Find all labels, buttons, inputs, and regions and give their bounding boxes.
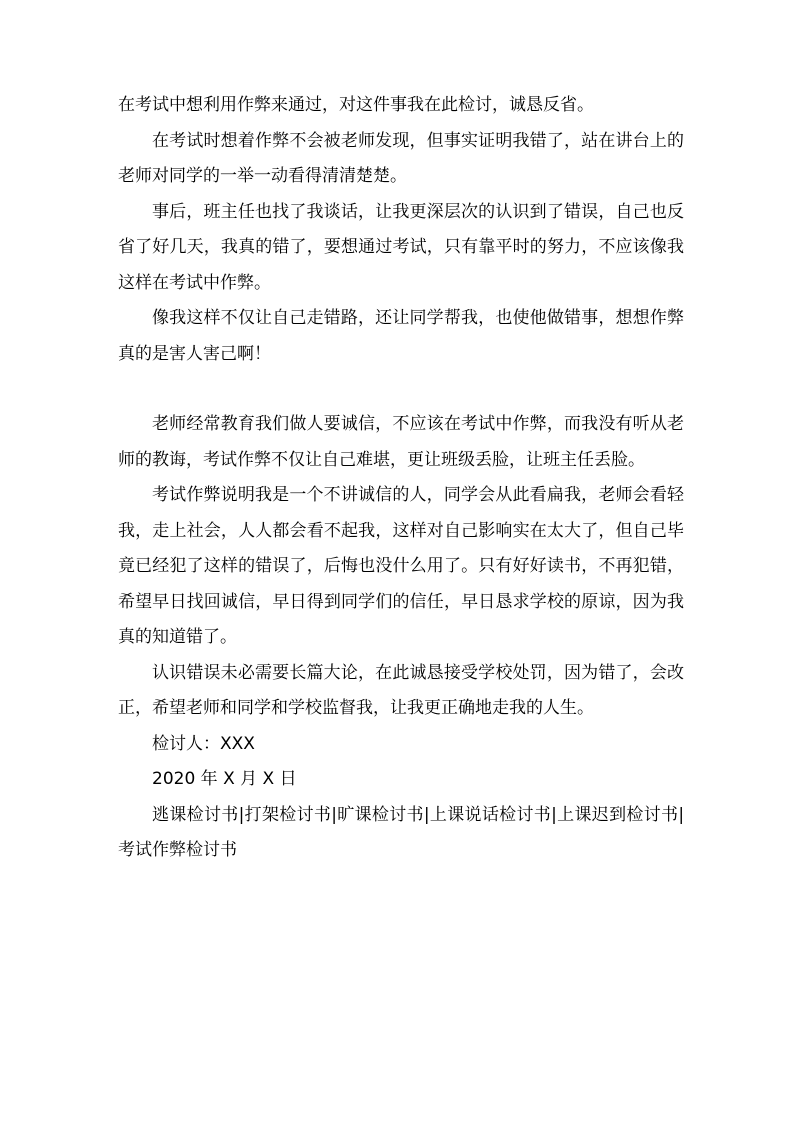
related-links — [118, 798, 684, 869]
paragraph: 像我这样不仅让自己走错路，还让同学帮我，也使他做错事，想想作弊真的是害人害己啊！ — [118, 308, 684, 364]
link-separator: | — [238, 804, 245, 825]
document-page — [118, 88, 684, 869]
link-truancy-self-criticism[interactable]: 逃课检讨书 — [152, 804, 239, 825]
link-separator: | — [678, 804, 685, 825]
section-gap — [118, 372, 684, 407]
paragraph: 在考试时想着作弊不会被老师发现，但事实证明我错了，站在讲台上的老师对同学的一举一动看得清清楚楚。 — [118, 130, 684, 186]
link-late-for-class-self-criticism[interactable]: 上课迟到检讨书 — [556, 804, 679, 825]
link-talking-in-class-self-criticism[interactable]: 上课说话检讨书 — [429, 804, 552, 825]
paragraph: 事后，班主任也找了我谈话，让我更深层次的认识到了错误，自己也反省了好几天，我真的错了，要想通过考试，只有靠平时的努力，不应该像我这样在考试中作弊。 — [118, 201, 684, 293]
link-fighting-self-criticism[interactable]: 打架检讨书 — [244, 804, 332, 825]
link-separator: | — [551, 804, 557, 825]
link-separator: | — [423, 804, 430, 825]
paragraph: 在考试中想利用作弊来通过，对这件事我在此检讨，诚恳反省。 — [118, 95, 594, 115]
link-separator: | — [331, 804, 337, 825]
date: 2020 年 X 月 X 日 — [152, 769, 297, 789]
link-absence-self-criticism[interactable]: 旷课检讨书 — [336, 804, 424, 825]
signature: 检讨人：XXX — [152, 733, 255, 754]
paragraph: 认识错误未必需要长篇大论，在此诚恳接受学校处罚，因为错了，会改正，希望老师和同学和学校监督我，让我更正确地走我的人生。 — [118, 662, 684, 718]
paragraph: 老师经常教育我们做人要诚信，不应该在考试中作弊，而我没有听从老师的教诲，考试作弊不仅让自己难堪，更让班级丢脸，让班主任丢脸。 — [118, 414, 684, 470]
paragraph: 考试作弊说明我是一个不讲诚信的人，同学会从此看扁我，老师会看轻我，走上社会，人人都会看不起我，这样对自己影响实在太大了，但自己毕竟已经犯了这样的错误了，后悔也没什么用了。只有好好读书，不再犯错，希望早日找回诚信，早日得到同学们的信任，早日恳求学校的原谅，因为我真的知道错了。 — [118, 485, 684, 647]
link-exam-cheating-self-criticism[interactable]: 考试作弊检讨书 — [118, 840, 237, 860]
